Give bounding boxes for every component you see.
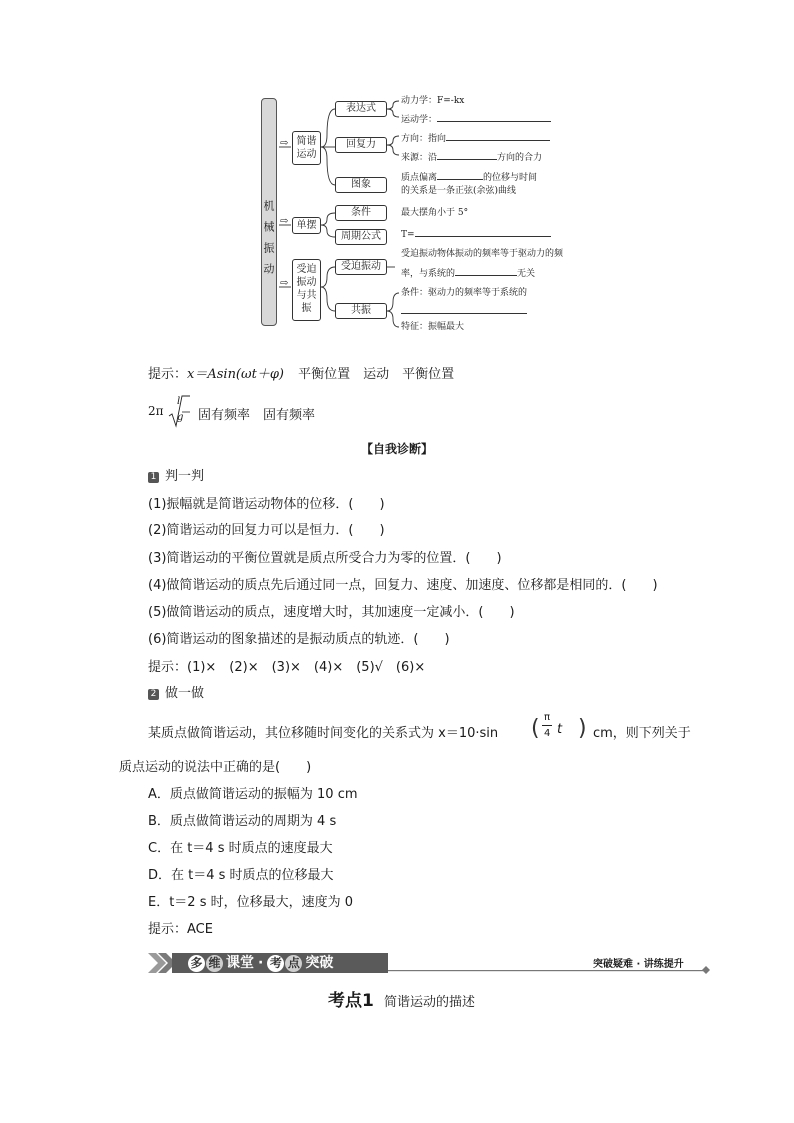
judge-q3: (3)简谐运动的平衡位置就是质点所受合力为零的位置．( ) — [148, 551, 502, 566]
do-answer: 提示：ACE — [148, 922, 213, 937]
mindmap-root: 机械振动 — [261, 98, 277, 326]
option-b: B．质点做简谐运动的周期为 4 s — [148, 814, 337, 829]
text-forced-1: 受迫振动物体振动的频率等于驱动力的频 — [401, 249, 564, 259]
do-heading: 2 做一做 — [148, 685, 204, 703]
option-e: E．t＝2 s 时，位移最大，速度为 0 — [148, 895, 354, 910]
text-dynamics: 动力学：F=-kx — [401, 96, 465, 106]
box-graph: 图象 — [335, 177, 387, 193]
arrow-icon: ⇨ — [280, 278, 289, 289]
do-stem-line-2: 质点运动的说法中正确的是( ) — [119, 760, 312, 775]
banner-subtitle: 突破疑难 · 讲练提升 — [593, 959, 684, 970]
box-resonance: 共振 — [335, 303, 387, 319]
section-banner — [148, 952, 713, 974]
judge-q2: (2)简谐运动的回复力可以是恒力．( ) — [148, 523, 385, 538]
text-graph-2: 的关系是一条正弦(余弦)曲线 — [401, 186, 517, 196]
box-forced-vibration: 受迫振动 — [335, 259, 387, 275]
judge-q1: (1)振幅就是简谐运动物体的位移．( ) — [148, 497, 385, 512]
knowledge-mindmap — [255, 95, 575, 345]
section-title: 【自我诊断】 — [360, 442, 433, 456]
box-restoring-force: 回复力 — [335, 137, 387, 153]
box-period-formula: 周期公式 — [335, 229, 387, 245]
option-c: C．在 t＝4 s 时质点的速度最大 — [148, 841, 333, 856]
do-stem-line-1: 某质点做简谐运动，其位移随时间变化的关系式为 x＝10·sin ( π 4 t ) cm，则下列关于 — [148, 712, 691, 741]
branch-simple-harmonic: 简谐运动 — [292, 131, 321, 165]
text-kinematics: 运动学： — [401, 111, 551, 126]
text-source: 来源：沿 方向的合力 — [401, 149, 542, 164]
judge-answer: 提示：(1)× (2)× (3)× (4)× (5)√ (6)× — [148, 660, 426, 675]
number-badge: 2 — [148, 689, 159, 700]
text-period: T= — [401, 226, 551, 241]
number-badge: 1 — [148, 472, 159, 483]
text-graph-1: 质点偏离 的位移与时间 — [401, 169, 537, 184]
box-condition: 条件 — [335, 205, 387, 221]
branch-pendulum: 单摆 — [292, 217, 321, 234]
text-resonance-feature: 特征：振幅最大 — [401, 322, 465, 332]
text-resonance-cond: 条件：驱动力的频率等于系统的 — [401, 288, 528, 298]
text-forced-2: 率，与系统的 无关 — [401, 265, 535, 280]
banner-title: 多 维 课堂 · 考 点 突破 — [188, 954, 333, 972]
arrow-icon: ⇨ — [280, 138, 289, 149]
judge-q4: (4)做简谐运动的质点先后通过同一点，回复力、速度、加速度、位移都是相同的．( ) — [148, 578, 658, 593]
option-d: D．在 t＝4 s 时质点的位移最大 — [148, 868, 334, 883]
kaodian-heading: 考点1 简谐运动的描述 — [328, 991, 475, 1011]
branch-forced-resonance: 受迫振动与共振 — [292, 259, 321, 321]
judge-q6: (6)简谐运动的图象描述的是振动质点的轨迹．( ) — [148, 632, 450, 647]
judge-q5: (5)做简谐运动的质点，速度增大时，其加速度一定减小．( ) — [148, 605, 515, 620]
arrow-icon: ⇨ — [280, 216, 289, 227]
judge-heading: 1 判一判 — [148, 468, 204, 486]
box-expression: 表达式 — [335, 101, 387, 117]
text-direction: 方向：指向 — [401, 130, 550, 145]
text-resonance-cond-blank — [401, 303, 527, 318]
text-condition: 最大摆角小于 5° — [401, 208, 469, 218]
option-a: A．质点做简谐运动的振幅为 10 cm — [148, 787, 358, 802]
hint-line-1: 提示：x＝Asin(ωt＋φ) 平衡位置 运动 平衡位置 — [148, 367, 455, 382]
